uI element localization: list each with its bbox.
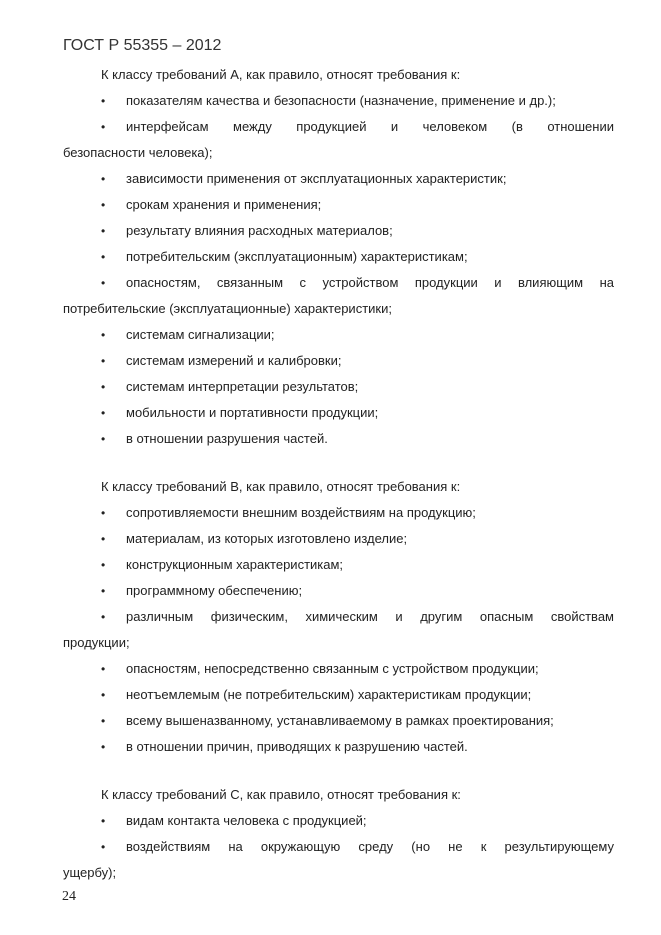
requirements-list (63, 88, 614, 452)
list-item-continuation: ущербу); (63, 865, 117, 880)
requirements-list (63, 500, 614, 760)
bullet-icon: • (101, 224, 106, 238)
section-intro: К классу требований В, как правило, относят требования к: (101, 479, 461, 494)
list-item (63, 322, 614, 348)
bullet-icon: • (101, 714, 106, 728)
bullet-icon: • (101, 532, 106, 546)
bullet-icon: • (101, 250, 106, 264)
list-item (63, 166, 614, 192)
list-item-text: потребительским (эксплуатационным) характеристикам; (126, 249, 468, 264)
list-item (63, 656, 614, 682)
list-item-text: воздействиям на окружающую среду (но не к результирующему (126, 839, 614, 854)
list-item-text: в отношении причин, приводящих к разрушению частей. (126, 739, 468, 754)
requirements-list (63, 808, 614, 886)
requirements-section (63, 62, 614, 452)
list-item (63, 426, 614, 452)
document-body (63, 62, 614, 886)
list-item (63, 244, 614, 270)
list-item-text: сопротивляемости внешним воздействиям на продукцию; (126, 505, 476, 520)
requirements-section (63, 782, 614, 886)
list-item (63, 374, 614, 400)
list-item-text: мобильности и портативности продукции; (126, 405, 379, 420)
list-item-text: показателям качества и безопасности (назначение, применение и др.); (126, 93, 556, 108)
list-item-text: различным физическим, химическим и другим опасным свойствам (126, 609, 614, 624)
list-item (63, 708, 614, 734)
list-item-text: программному обеспечению; (126, 583, 303, 598)
bullet-icon: • (101, 506, 106, 520)
list-item (63, 578, 614, 604)
bullet-icon: • (101, 172, 106, 186)
section-intro: К классу требований А, как правило, относят требования к: (101, 67, 461, 82)
list-item-text: срокам хранения и применения; (126, 197, 322, 212)
list-item (63, 682, 614, 708)
bullet-icon: • (101, 662, 106, 676)
list-item-text: системам измерений и калибровки; (126, 353, 342, 368)
list-item-text: опасностям, связанным с устройством продукции и влияющим на (126, 275, 614, 290)
bullet-icon: • (101, 840, 106, 854)
requirements-section (63, 474, 614, 760)
list-item (63, 526, 614, 552)
list-item-text: опасностям, непосредственно связанным с устройством продукции; (126, 661, 539, 676)
list-item (63, 734, 614, 760)
list-item (63, 218, 614, 244)
list-item-text: конструкционным характеристикам; (126, 557, 344, 572)
list-item-text: материалам, из которых изготовлено изделие; (126, 531, 408, 546)
list-item (63, 114, 614, 166)
section-intro: К классу требований С, как правило, относят требования к: (101, 787, 461, 802)
page-number: 24 (62, 889, 76, 904)
bullet-icon: • (101, 380, 106, 394)
bullet-icon: • (101, 120, 106, 134)
list-item (63, 500, 614, 526)
list-item (63, 808, 614, 834)
list-item-text: видам контакта человека с продукцией; (126, 813, 367, 828)
list-item (63, 400, 614, 426)
list-item-continuation: продукции; (63, 635, 130, 650)
list-item (63, 348, 614, 374)
list-item (63, 88, 614, 114)
document-header: ГОСТ Р 55355 – 2012 (63, 37, 222, 54)
list-item (63, 270, 614, 322)
list-item-continuation: потребительские (эксплуатационные) характеристики; (63, 301, 392, 316)
bullet-icon: • (101, 558, 106, 572)
list-item (63, 834, 614, 886)
bullet-icon: • (101, 354, 106, 368)
list-item-text: интерфейсам между продукцией и человеком (в отношении (126, 119, 614, 134)
bullet-icon: • (101, 406, 106, 420)
list-item-text: результату влияния расходных материалов; (126, 223, 393, 238)
list-item-text: в отношении разрушения частей. (126, 431, 328, 446)
bullet-icon: • (101, 328, 106, 342)
list-item (63, 604, 614, 656)
bullet-icon: • (101, 94, 106, 108)
bullet-icon: • (101, 814, 106, 828)
list-item-text: системам сигнализации; (126, 327, 275, 342)
bullet-icon: • (101, 688, 106, 702)
list-item-continuation: безопасности человека); (63, 145, 213, 160)
list-item (63, 192, 614, 218)
bullet-icon: • (101, 584, 106, 598)
list-item-text: системам интерпретации результатов; (126, 379, 359, 394)
bullet-icon: • (101, 432, 106, 446)
list-item-text: неотъемлемым (не потребительским) характеристикам продукции; (126, 687, 532, 702)
bullet-icon: • (101, 276, 106, 290)
list-item (63, 552, 614, 578)
list-item-text: всему вышеназванному, устанавливаемому в рамках проектирования; (126, 713, 554, 728)
bullet-icon: • (101, 610, 106, 624)
bullet-icon: • (101, 740, 106, 754)
bullet-icon: • (101, 198, 106, 212)
list-item-text: зависимости применения от эксплуатационных характеристик; (126, 171, 507, 186)
